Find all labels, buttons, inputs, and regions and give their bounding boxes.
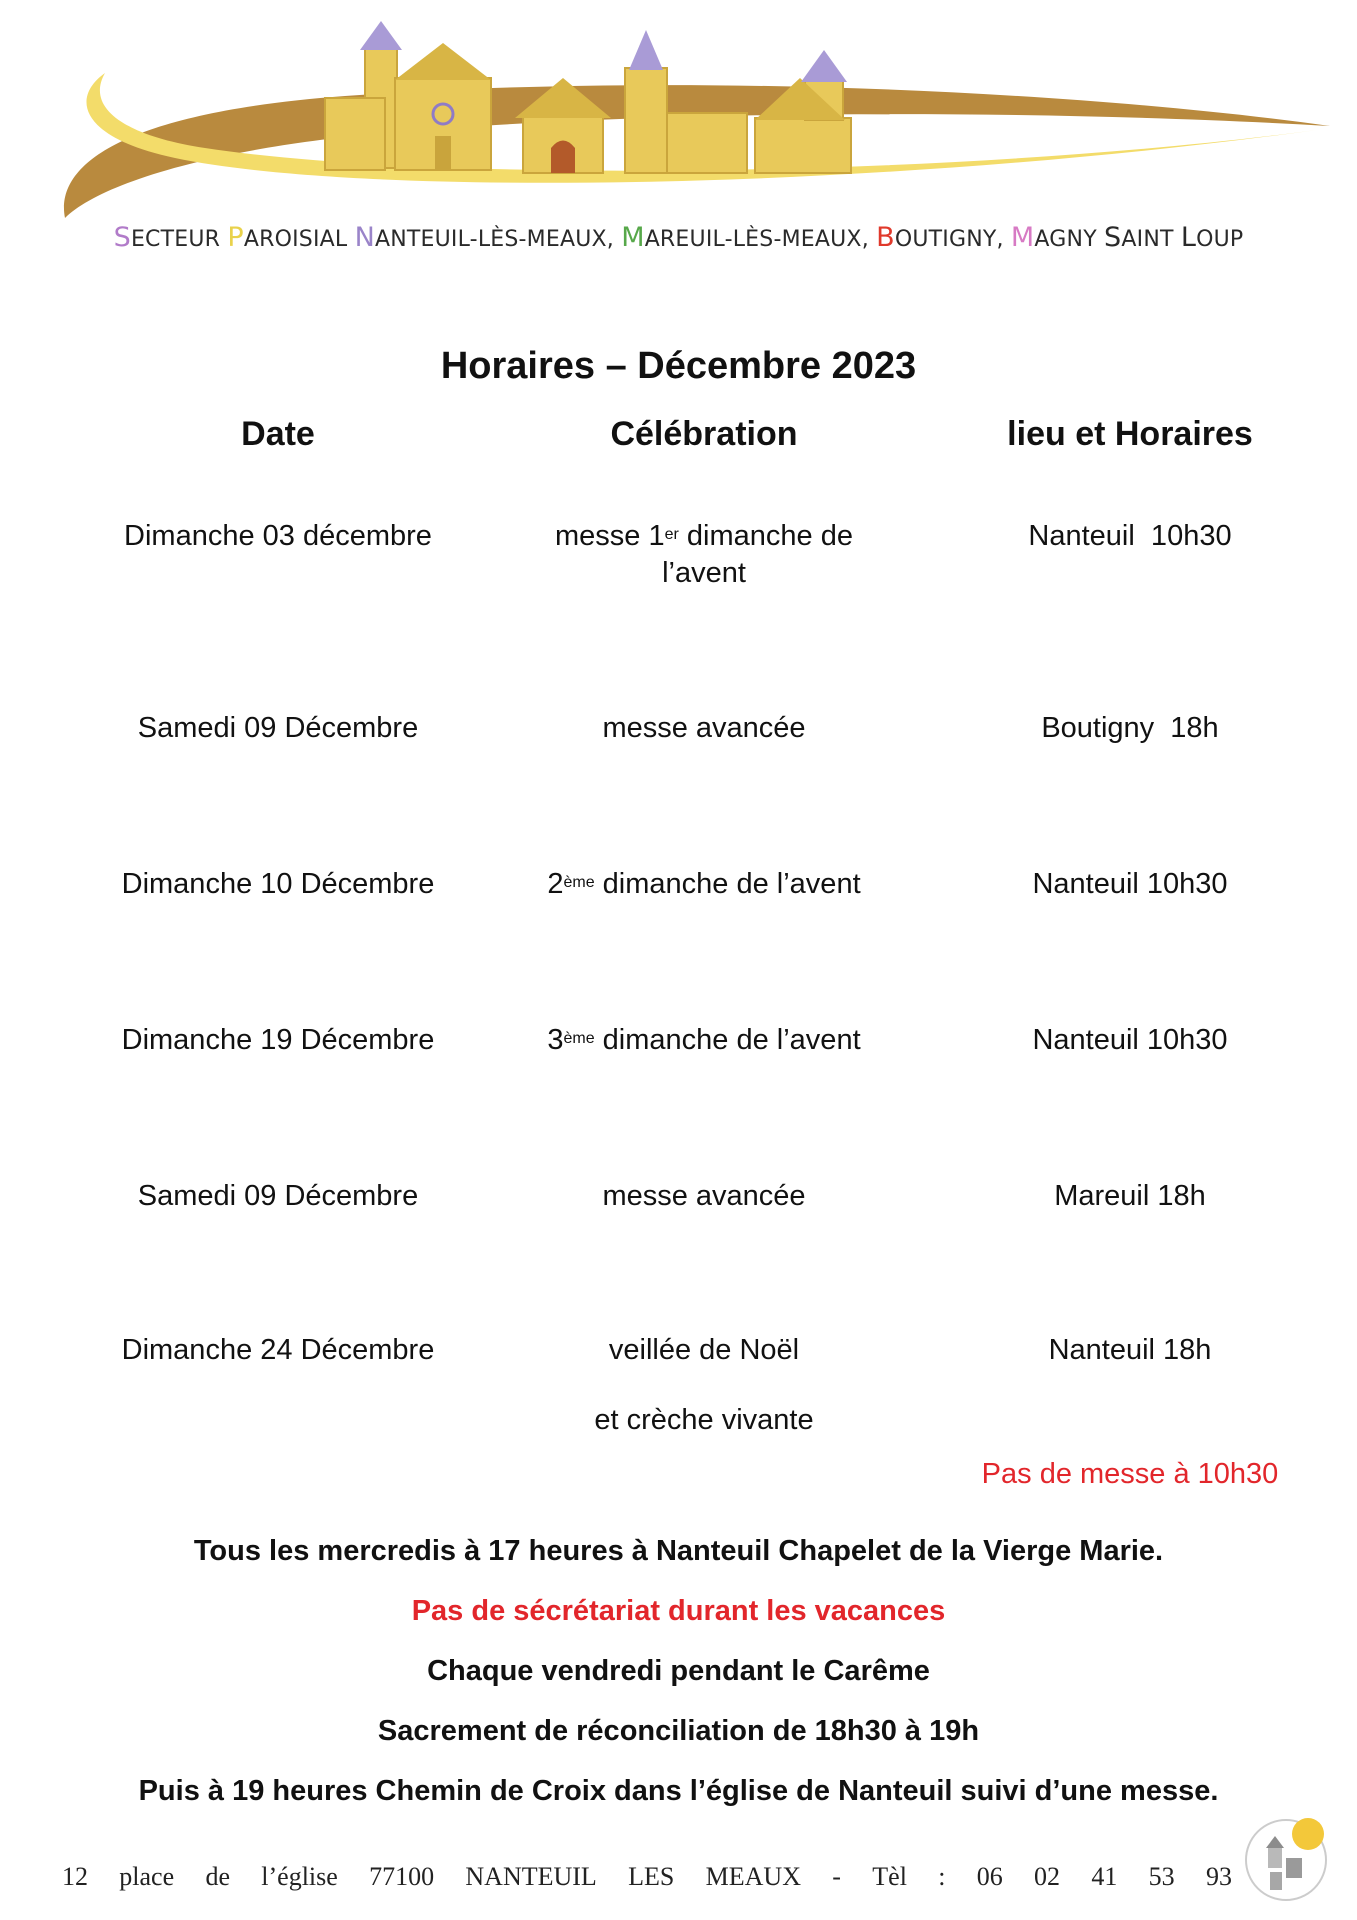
parish-seal-logo [1236,1808,1336,1908]
parish-title-word [1104,222,1174,253]
footer-address [62,1862,1232,1892]
row-place-time: Nanteuil 10h30 [1032,868,1228,900]
parish-sector-title [0,222,1357,253]
notice-friday: Chaque vendredi pendant le Carême [427,1655,930,1687]
parish-title-word [1010,222,1097,253]
parish-title-initial: S [113,222,131,253]
footer-word: NANTEUIL [465,1862,597,1891]
no-mass-note: Pas de messe à 10h30 [981,1458,1279,1490]
footer-word: 12 [62,1862,88,1891]
row-celebration: 3ème dimanche de l’avent [547,1024,861,1056]
parish-title-rest: AGNY [1034,227,1097,252]
row-date: Dimanche 10 Décembre [121,868,435,900]
column-header-celebration: Célébration [610,415,798,453]
row-date: Samedi 09 Décembre [137,1180,419,1212]
parish-title-rest: AROISIAL [243,227,348,252]
parish-title-rest: AINT [1121,227,1174,252]
parish-title-initial: N [354,222,375,253]
row-date: Samedi 09 Décembre [137,712,419,744]
row-6-celebration-extra: et crèche vivante [594,1404,814,1436]
footer-word: de [205,1862,230,1891]
footer-word: 53 [1148,1862,1175,1891]
footer-word: Tèl [872,1862,907,1891]
parish-title-rest: OUP [1196,227,1244,252]
churches-logo-illustration [55,18,1335,228]
ordinal-suffix: ème [563,874,595,891]
footer-word: 93 [1205,1862,1232,1891]
parish-title-word [354,222,614,253]
row-celebration: messe 1er dimanche de l’avent [555,520,853,589]
notice-reconciliation: Sacrement de réconciliation de 18h30 à 19h [377,1715,980,1747]
parish-title-initial: M [621,222,645,253]
header-banner [55,18,1335,228]
footer-word: LES [628,1862,675,1891]
column-header-place: lieu et Horaires [1007,415,1253,453]
row-place-time: Nanteuil 10h30 [1028,520,1232,552]
footer-word: 41 [1091,1862,1118,1891]
row-celebration: 2ème dimanche de l’avent [547,868,861,900]
ordinal-suffix: er [664,526,679,543]
footer-word: MEAUX [705,1862,801,1891]
footer-word: l’église [261,1862,338,1891]
row-date: Dimanche 24 Décembre [121,1334,435,1366]
notice-stations: Puis à 19 heures Chemin de Croix dans l’église de Nanteuil suivi d’une messe. [138,1775,1219,1807]
row-celebration: messe avancée [602,1180,806,1212]
parish-title-initial: L [1180,222,1197,253]
column-header-date: Date [241,415,315,453]
row-celebration: veillée de Noël [608,1334,800,1366]
row-celebration: messe avancée [602,712,806,744]
footer-word: - [832,1862,841,1891]
footer-word: 77100 [369,1862,435,1891]
row-place-time: Nanteuil 10h30 [1032,1024,1228,1056]
parish-title-rest: ECTEUR [130,227,221,252]
row-place-time: Mareuil 18h [1054,1180,1206,1212]
row-date: Dimanche 03 décembre [124,520,432,552]
row-place-time: Nanteuil 18h [1048,1334,1212,1366]
notice-wednesday: Tous les mercredis à 17 heures à Nanteuil Chapelet de la Vierge Marie. [193,1535,1164,1567]
parish-title-initial: B [876,222,895,253]
footer-word: place [119,1862,175,1891]
parish-title-rest: ANTEUIL-LÈS-MEAUX, [374,227,614,252]
parish-title-initial: S [1104,222,1122,253]
parish-title-word [621,222,869,253]
ordinal-suffix: ème [563,1030,595,1047]
parish-title-initial: P [227,222,244,253]
parish-title-word [227,222,348,253]
footer-word: 06 [976,1862,1003,1891]
row-date: Dimanche 19 Décembre [121,1024,435,1056]
footer-word: 02 [1034,1862,1061,1891]
parish-title-word [113,222,221,253]
parish-title-initial: M [1010,222,1035,253]
parish-title-word [1180,222,1244,253]
page-title: Horaires – Décembre 2023 [440,345,917,387]
notice-secretariat: Pas de sécrétariat durant les vacances [411,1595,946,1627]
footer-word: : [938,1862,946,1891]
row-place-time: Boutigny 18h [1041,712,1219,744]
parish-title-word [876,222,1004,253]
parish-title-rest: AREUIL-LÈS-MEAUX, [644,227,869,252]
parish-title-rest: OUTIGNY, [894,227,1004,252]
